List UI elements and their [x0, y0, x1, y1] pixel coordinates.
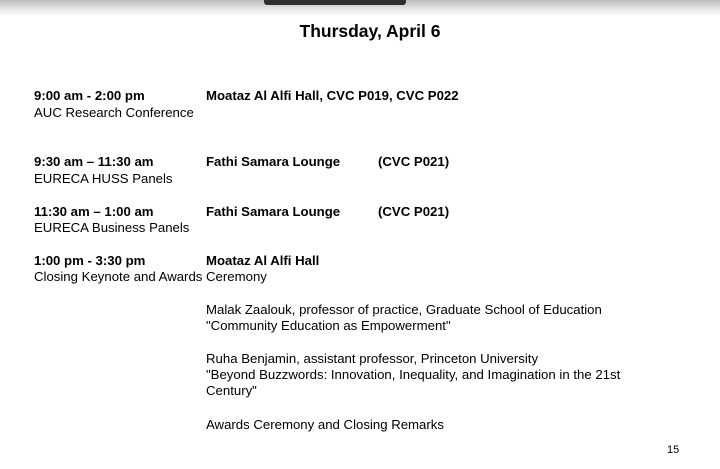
event-location: Moataz Al Alfi Hall: [206, 253, 320, 268]
event-room-code: (CVC P021): [378, 154, 450, 169]
event-time: 9:00 am - 2:00 pm: [34, 88, 145, 103]
event-description: EURECA Business Panels: [34, 220, 190, 235]
event-description: Closing Keynote and Awards Ceremony: [34, 269, 267, 284]
talk-title: "Community Education as Empowerment": [206, 318, 451, 333]
page-title: Thursday, April 6: [299, 21, 441, 41]
event-location: Fathi Samara Lounge: [206, 154, 341, 169]
event-time: 11:30 am – 1:00 am: [34, 204, 154, 219]
event-location: Fathi Samara Lounge: [206, 204, 341, 219]
speaker-info: Ruha Benjamin, assistant professor, Princeton University: [206, 351, 539, 366]
event-location: Moataz Al Alfi Hall, CVC P019, CVC P022: [206, 88, 459, 103]
event-room-code: (CVC P021): [378, 204, 450, 219]
talk-title: "Beyond Buzzwords: Innovation, Inequality, and Imagination in the 21st Century": [206, 367, 621, 398]
speaker-info: Malak Zaalouk, professor of practice, Graduate School of Education: [206, 302, 602, 317]
event-time: 9:30 am – 11:30 am: [34, 154, 154, 169]
closing-item: [206, 417, 666, 433]
keynote-speaker: [206, 302, 666, 334]
event-time: 1:00 pm - 3:30 pm: [34, 253, 146, 268]
event-description: EURECA HUSS Panels: [34, 171, 173, 186]
keynote-speaker: [206, 351, 666, 399]
page-number: 15: [667, 444, 680, 456]
closing-remarks: Awards Ceremony and Closing Remarks: [206, 417, 444, 432]
window-tab-handle: [264, 0, 406, 5]
event-description: AUC Research Conference: [34, 105, 194, 120]
